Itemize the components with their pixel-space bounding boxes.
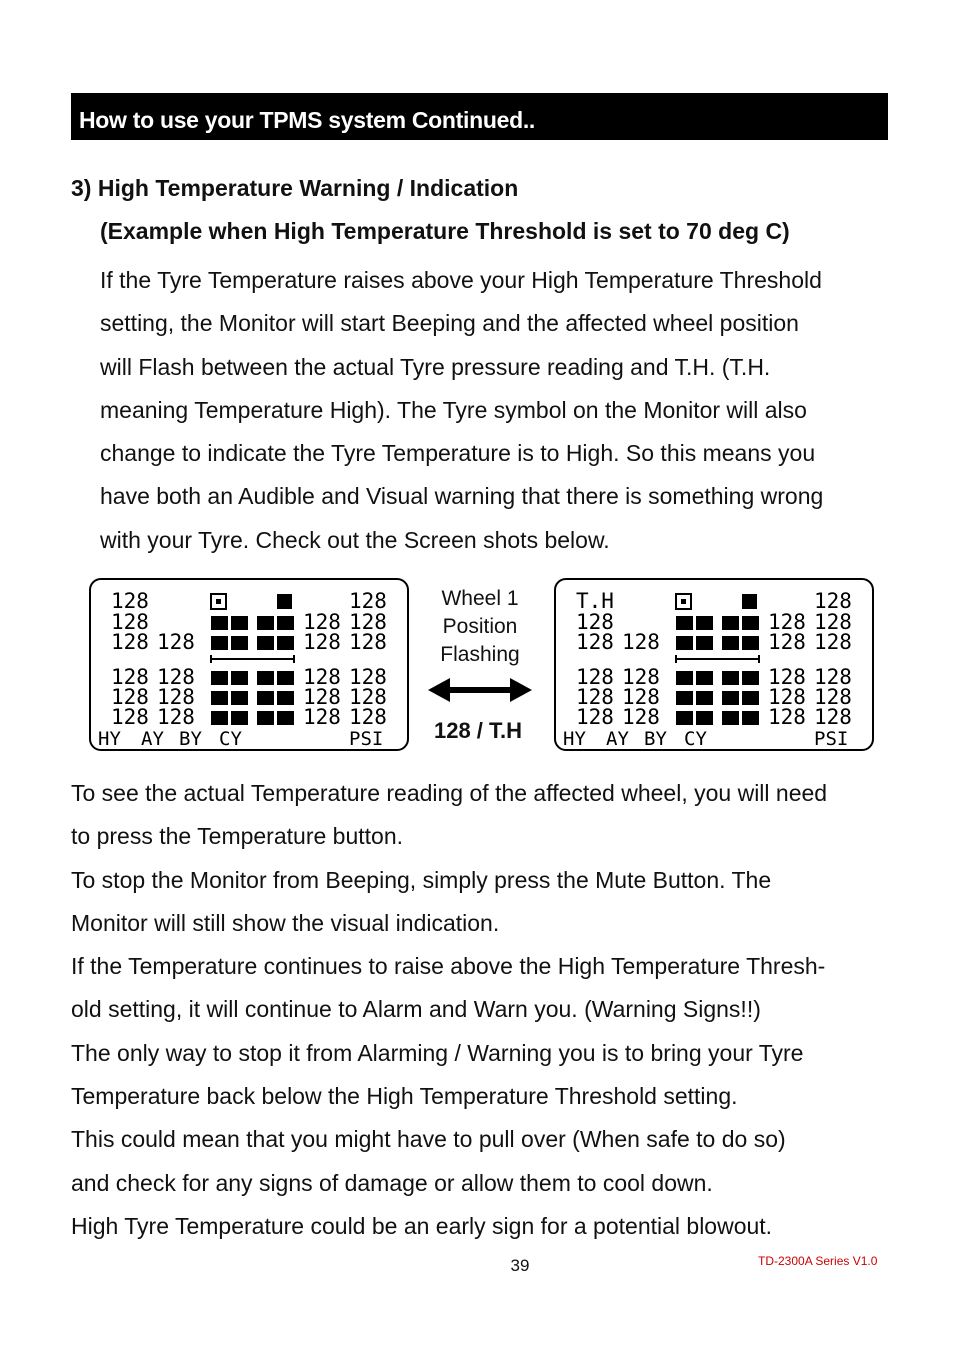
monitor-display [91, 580, 411, 753]
svg-text:128: 128 [349, 705, 387, 729]
body-line: High Tyre Temperature could be an early sign for a potential blowout. [71, 1212, 773, 1239]
svg-text:128: 128 [157, 685, 195, 709]
svg-text:128: 128 [768, 665, 806, 689]
monitor-screen-warning [554, 578, 874, 751]
body-line: If the Temperature continues to raise above the High Temperature Thresh- [71, 953, 826, 980]
svg-text:128: 128 [349, 685, 387, 709]
svg-text:128: 128 [111, 665, 149, 689]
svg-text:128: 128 [768, 705, 806, 729]
body-line: to press the Temperature button. [71, 823, 403, 850]
body-line: Temperature back below the High Temperature Threshold setting. [71, 1083, 738, 1110]
paragraph-line: If the Tyre Temperature raises above your High Temperature Threshold [100, 267, 822, 293]
unit-label: PSI [814, 728, 849, 750]
svg-text:128: 128 [349, 610, 387, 634]
top-right-reading: 128 [349, 589, 387, 613]
monitor-display [556, 580, 876, 753]
note-line: Wheel 1 [441, 587, 519, 610]
flashing-note [420, 585, 540, 669]
svg-text:128: 128 [768, 630, 806, 654]
page-number: 39 [510, 1256, 530, 1275]
svg-text:128: 128 [349, 665, 387, 689]
svg-text:128: 128 [157, 630, 195, 654]
svg-text:128: 128 [814, 705, 852, 729]
tyre-icon [742, 594, 757, 609]
note-line: Position [442, 615, 518, 638]
svg-text:128: 128 [768, 610, 806, 634]
svg-text:128: 128 [111, 685, 149, 709]
svg-text:128: 128 [349, 630, 387, 654]
svg-text:128: 128 [157, 705, 195, 729]
svg-text:128: 128 [622, 630, 660, 654]
axle-label: HY [98, 728, 121, 750]
body-line: and check for any signs of damage or allow them to cool down. [71, 1169, 713, 1196]
paragraph-line: setting, the Monitor will start Beeping and the affected wheel position [100, 310, 799, 337]
tyre-icon [277, 594, 292, 609]
top-left-reading: 128 [111, 589, 149, 613]
svg-text:128: 128 [576, 685, 614, 709]
body-line: To stop the Monitor from Beeping, simply press the Mute Button. The [71, 866, 772, 893]
svg-text:128: 128 [576, 610, 614, 634]
section-heading: 3) High Temperature Warning / Indication [71, 175, 519, 201]
paragraph-line: change to indicate the Tyre Temperature is to High. So this means you [100, 440, 816, 467]
unit-label: PSI [349, 728, 384, 750]
paragraph-line: meaning Temperature High). The Tyre symbol on the Monitor will also [100, 396, 807, 423]
axle-label: BY [179, 728, 202, 750]
svg-text:128: 128 [303, 685, 341, 709]
svg-text:128: 128 [576, 630, 614, 654]
top-right-reading: 128 [814, 589, 852, 613]
svg-text:128: 128 [814, 685, 852, 709]
intro-paragraph [100, 259, 920, 562]
body-line: This could mean that you might have to pull over (When safe to do so) [71, 1126, 786, 1153]
series-label: TD-2300A Series V1.0 [758, 1254, 878, 1268]
axle-label: AY [141, 728, 164, 750]
svg-text:128: 128 [814, 630, 852, 654]
svg-text:128: 128 [303, 705, 341, 729]
axle-label: AY [606, 728, 629, 750]
svg-text:128: 128 [157, 665, 195, 689]
paragraph-line: have both an Audible and Visual warning that there is something wrong [100, 483, 824, 510]
monitor-screen-normal [89, 578, 409, 751]
note-line: Flashing [440, 643, 520, 666]
section-subheading: (Example when High Temperature Threshold is set to 70 deg C) [100, 218, 790, 244]
svg-text:128: 128 [622, 685, 660, 709]
svg-text:128: 128 [622, 665, 660, 689]
svg-text:128: 128 [111, 705, 149, 729]
svg-text:128: 128 [111, 610, 149, 634]
svg-text:128: 128 [303, 610, 341, 634]
body-paragraph [71, 772, 931, 1248]
axle-label: BY [644, 728, 667, 750]
top-left-reading: T.H [576, 589, 614, 613]
svg-text:128: 128 [622, 705, 660, 729]
svg-text:128: 128 [576, 705, 614, 729]
body-line: Monitor will still show the visual indication. [71, 909, 500, 936]
svg-text:128: 128 [303, 665, 341, 689]
body-line: old setting, it will continue to Alarm and Warn you. (Warning Signs!!) [71, 996, 761, 1023]
axle-label: CY [684, 728, 707, 750]
body-line: The only way to stop it from Alarming / Warning you is to bring your Tyre [71, 1039, 804, 1066]
section-header-bar [71, 93, 888, 140]
axle-label: HY [563, 728, 586, 750]
svg-text:128: 128 [814, 610, 852, 634]
axle-label: CY [219, 728, 242, 750]
body-line: To see the actual Temperature reading of the affected wheel, you will need [71, 780, 828, 806]
svg-text:128: 128 [814, 665, 852, 689]
section-header-title: How to use your TPMS system Continued.. [79, 107, 536, 133]
toggle-label: 128 / T.H [433, 718, 523, 743]
paragraph-line: with your Tyre. Check out the Screen shots below. [100, 526, 610, 553]
svg-text:128: 128 [768, 685, 806, 709]
svg-text:128: 128 [303, 630, 341, 654]
paragraph-line: will Flash between the actual Tyre pressure reading and T.H. (T.H. [100, 353, 771, 380]
double-arrow-icon [428, 676, 532, 704]
svg-text:128: 128 [576, 665, 614, 689]
svg-text:128: 128 [111, 630, 149, 654]
